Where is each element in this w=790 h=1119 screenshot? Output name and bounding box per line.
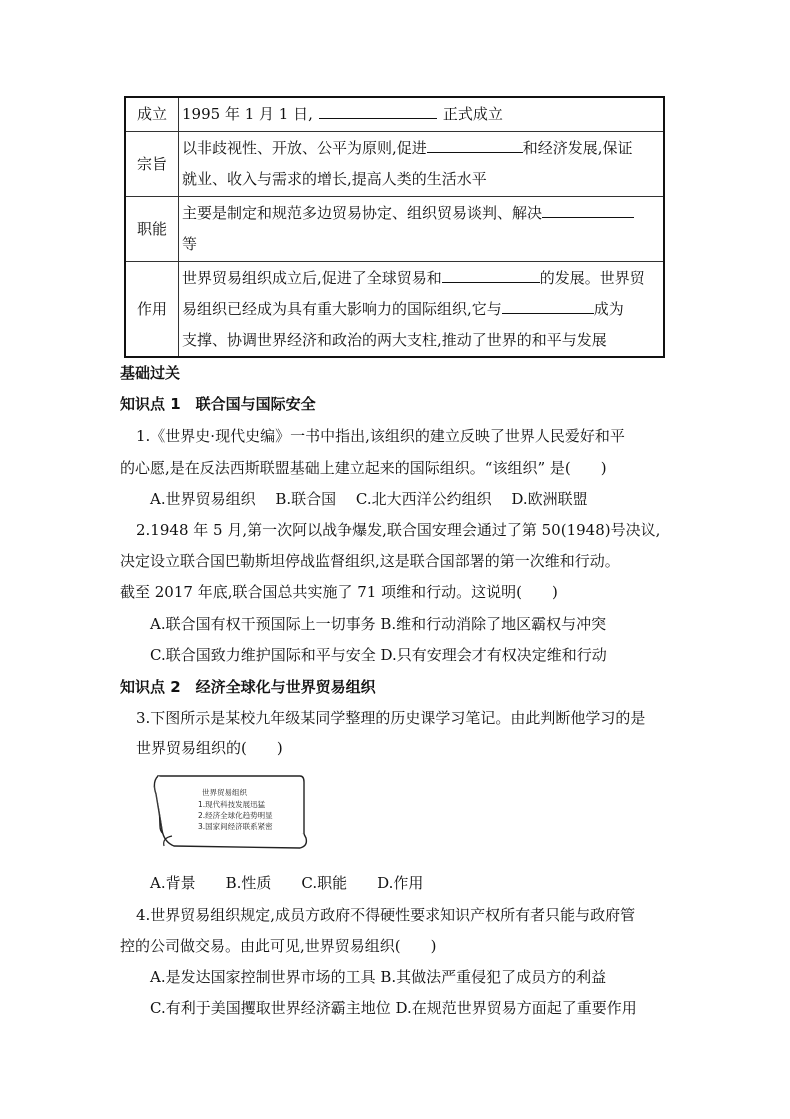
row-text: 支撑、协调世界经济和政治的两大支柱,推动了世界的和平与发展 <box>182 330 607 349</box>
row-text: 1995 年 1 月 1 日, <box>182 105 313 123</box>
row-text: 就业、收入与需求的增长,提高人类的生活水平 <box>182 170 487 188</box>
row-text: 世界贸易组织成立后,促进了全球贸易和 <box>182 268 442 287</box>
fill-blank[interactable] <box>427 136 523 153</box>
row-text: 正式成立 <box>442 105 503 123</box>
row-content <box>179 197 665 262</box>
row-text: 主要是制定和规范多边贸易协定、组织贸易谈判、解决 <box>182 204 543 222</box>
fill-blank[interactable] <box>319 102 437 119</box>
fill-blank[interactable] <box>502 297 594 314</box>
wto-info-table <box>124 96 665 358</box>
question-2-options[interactable]: A.联合国有权干预国际上一切事务 B.维和行动消除了地区霸权与冲突 <box>150 615 607 633</box>
row-content <box>179 132 665 197</box>
question-4-options[interactable]: A.是发达国家控制世界市场的工具 B.其做法严重侵犯了成员方的利益 <box>150 968 607 986</box>
study-notes-scroll-image <box>150 772 312 854</box>
scroll-title: 世界贸易组织 <box>202 788 247 797</box>
row-head: 宗旨 <box>125 132 179 197</box>
question-3-text: 3.下图所示是某校九年级某同学整理的历史课学习笔记。由此判断他学习的是 <box>136 709 646 727</box>
question-3-text: 世界贸易组织的( ) <box>136 739 283 757</box>
row-content <box>179 262 665 358</box>
scroll-item: 3.国家间经济联系紧密 <box>198 822 273 831</box>
row-head: 作用 <box>125 262 179 358</box>
question-2-options[interactable]: C.联合国致力维护国际和平与安全 D.只有安理会才有权决定维和行动 <box>150 646 607 664</box>
row-content <box>179 97 665 132</box>
knowledge-point-1-title: 知识点 1 联合国与国际安全 <box>120 395 316 413</box>
fill-blank[interactable] <box>542 201 634 218</box>
question-1-text: 1.《世界史·现代史编》一书中指出,该组织的建立反映了世界人民爱好和平 <box>136 427 625 445</box>
table-row <box>125 197 664 262</box>
question-2-text: 截至 2017 年底,联合国总共实施了 71 项维和行动。这说明( ) <box>120 583 558 601</box>
row-text: 等 <box>182 235 198 253</box>
row-text: 以非歧视性、开放、公平为原则,促进 <box>182 139 427 157</box>
question-3-options[interactable]: A.背景 B.性质 C.职能 D.作用 <box>150 874 424 892</box>
table-row <box>125 262 664 358</box>
fill-blank[interactable] <box>442 266 540 283</box>
question-4-options[interactable]: C.有利于美国攫取世界经济霸主地位 D.在规范世界贸易方面起了重要作用 <box>150 999 637 1017</box>
scroll-item: 2.经济全球化趋势明显 <box>198 811 273 820</box>
row-text: 和经济发展,保证 <box>522 139 633 157</box>
row-text: 易组织已经成为具有重大影响力的国际组织,它与 <box>182 299 502 318</box>
question-4-text: 4.世界贸易组织规定,成员方政府不得硬性要求知识产权所有者只能与政府管 <box>136 906 636 924</box>
scroll-item: 1.现代科技发展迅猛 <box>198 800 266 809</box>
table-row <box>125 132 664 197</box>
section-title: 基础过关 <box>120 364 181 382</box>
question-2-text: 决定设立联合国巴勒斯坦停战监督组织,这是联合国部署的第一次维和行动。 <box>120 552 620 570</box>
knowledge-point-2-title: 知识点 2 经济全球化与世界贸易组织 <box>120 678 376 696</box>
row-head: 成立 <box>125 97 179 132</box>
question-4-text: 控的公司做交易。由此可见,世界贸易组织( ) <box>120 937 437 955</box>
question-2-text: 2.1948 年 5 月,第一次阿以战争爆发,联合国安理会通过了第 50(1948)号决议, <box>136 521 661 539</box>
table-row <box>125 97 664 132</box>
row-text: 成为 <box>593 299 624 318</box>
row-text: 的发展。世界贸 <box>539 268 645 287</box>
question-1-text: 的心愿,是在反法西斯联盟基础上建立起来的国际组织。“该组织” 是( ) <box>120 459 607 477</box>
question-1-options[interactable]: A.世界贸易组织 B.联合国 C.北大西洋公约组织 D.欧洲联盟 <box>150 490 588 508</box>
row-head: 职能 <box>125 197 179 262</box>
